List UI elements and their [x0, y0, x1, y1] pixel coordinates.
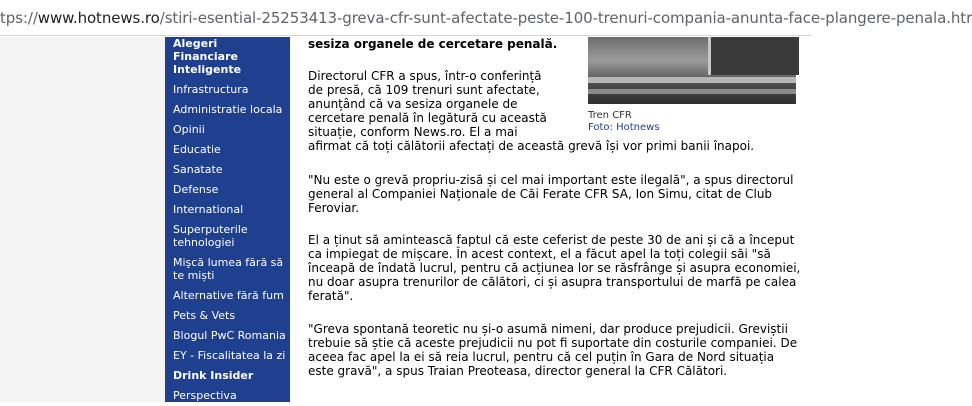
- photo-caption-block: [588, 110, 660, 134]
- paragraph-4: "Greva spontană teoretic nu și-o asumă nimeni, dar produce prejudicii. Greviștii trebuie să știe că aceste prejudicii nu pot fi suportate din costurile companiei. De aceea fac apel la ei să reia lucrul, pentru că cel puțin în Gara de Nord situația este gravă", a spus Traian Preoteasa, director general la CFR Călători.: [308, 322, 798, 378]
- url-prefix: tps://: [0, 9, 38, 27]
- sidebar-item-educatie[interactable]: Educatie: [173, 143, 221, 156]
- sidebar-item-opinii[interactable]: Opinii: [173, 123, 205, 136]
- sidebar-item-misca-lumea[interactable]: Mişcă lumea fără să te miști: [173, 256, 284, 282]
- url-path: /stiri-esential-25253413-greva-cfr-sunt-afectate-peste-100-trenuri-compania-anunta-face-plangere-penala.htr: [159, 9, 972, 27]
- rail-shape: [588, 89, 796, 94]
- rail-shape: [588, 77, 796, 83]
- sidebar-item-alternative-fara-fum[interactable]: Alternative fără fum: [173, 289, 284, 302]
- paragraph-line: de presă, că 109 trenuri sunt afectate,: [308, 83, 540, 97]
- page: [0, 37, 812, 402]
- sidebar-section-title[interactable]: [165, 37, 290, 76]
- article-photo[interactable]: [588, 37, 796, 104]
- sidebar-item-administratie-locala[interactable]: Administratie locala: [173, 103, 283, 116]
- paragraph-2: "Nu este o grevă propriu-zisă și cel mai important este ilegală", a spus directorul general al Companiei Naționale de Căi Ferate CFR SA, Ion Simu, citat de Club Feroviar.: [308, 173, 794, 215]
- sidebar-title-line: Inteligente: [173, 63, 242, 76]
- sidebar-item-superputerile-tehnologiei[interactable]: Superputerile tehnologiei: [173, 223, 248, 249]
- article-body: [290, 37, 812, 402]
- sidebar-item-ey-fiscalitatea[interactable]: EY - Fiscalitatea la zi: [173, 349, 286, 362]
- sidebar-item-drink-insider[interactable]: Drink Insider: [173, 369, 254, 382]
- photo-credit: Foto: Hotnews: [588, 122, 660, 133]
- train-wagon-shape: [708, 37, 799, 75]
- url-host: www.hotnews.ro: [37, 9, 160, 27]
- sidebar-item-infrastructura[interactable]: Infrastructura: [173, 83, 249, 96]
- paragraph-line: cercetare penală în legătură cu această: [308, 111, 547, 125]
- sidebar-title-line: Alegeri: [173, 37, 218, 50]
- sidebar-item-international[interactable]: International: [173, 203, 244, 216]
- photo-caption: Tren CFR: [588, 110, 632, 121]
- paragraph-line: Directorul CFR a spus, într-o conferință: [308, 69, 542, 83]
- article-lead-tail: sesiza organele de cercetare penală.: [308, 37, 558, 51]
- sidebar-item-blogul-pwc[interactable]: Blogul PwC Romania: [173, 329, 286, 342]
- address-bar[interactable]: [0, 0, 972, 36]
- paragraph-3: El a ținut să amintească faptul că este ceferist de peste 30 de ani și că a început ca impiegat de mișcare. În acest context, el a făcut apel la toți colegii săi "să înceapă de îndată lucrul, pentru că acțiunea lor se răsfrânge și asupra economiei, nu doar asupra trenurilor de călători, ci și asupra transportului de marfă pe calea ferată".: [308, 233, 801, 303]
- sidebar-item-sanatate[interactable]: Sanatate: [173, 163, 223, 176]
- paragraph-line: situație, conform News.ro. El a mai: [308, 125, 518, 139]
- sidebar-item-pets-vets[interactable]: Pets & Vets: [173, 309, 236, 322]
- paragraph-line: anunțând că va sesiza organele de: [308, 97, 518, 111]
- paragraph-line: afirmat că toți călătorii afectați de această grevă își vor primi banii înapoi.: [308, 139, 755, 153]
- sidebar-item-defense[interactable]: Defense: [173, 183, 219, 196]
- sidebar-title-line: Financiare: [173, 50, 238, 63]
- url-text[interactable]: [0, 9, 972, 27]
- sidebar-item-perspectiva[interactable]: Perspectiva: [173, 389, 237, 402]
- sidebar-nav: [165, 37, 290, 402]
